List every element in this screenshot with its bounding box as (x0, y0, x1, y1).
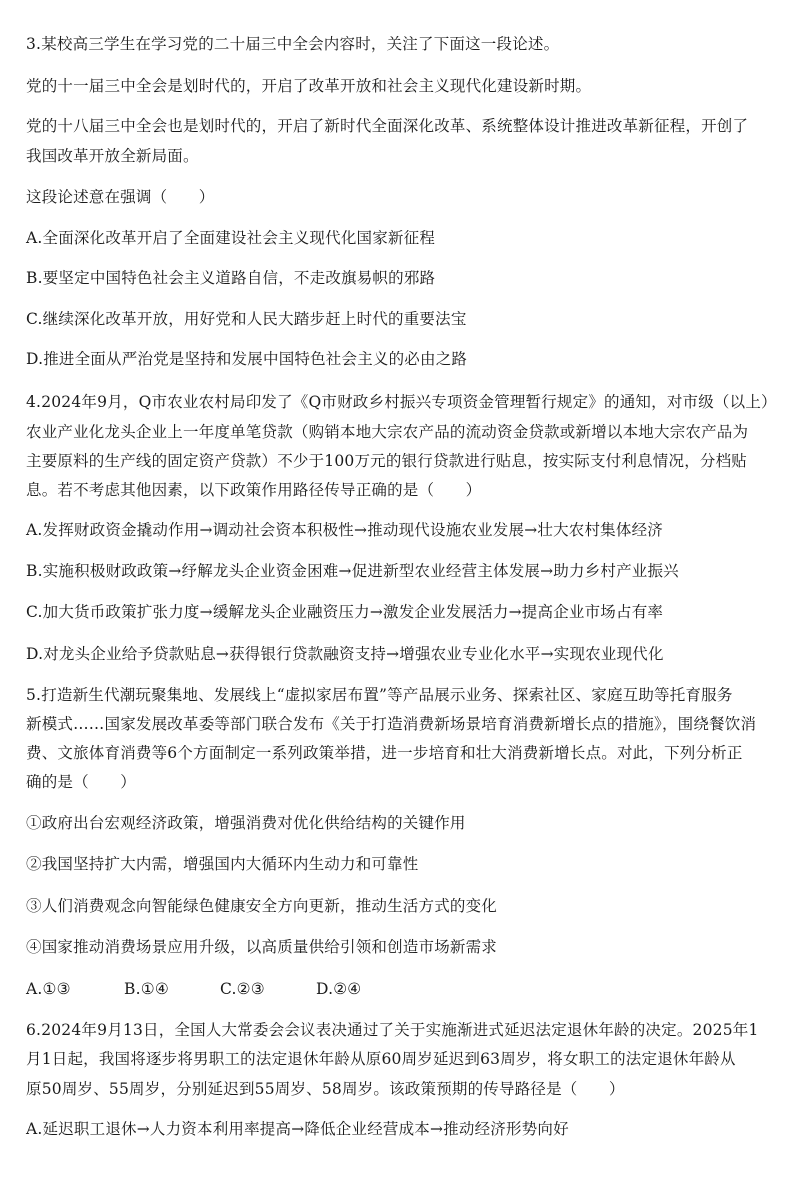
q3-quote-para2-line2: 我国改革开放全新局面。 (26, 147, 199, 165)
q4-option-d: D.对龙头企业给予贷款贴息→获得银行贷款融资支持→增强农业专业化水平→实现农业现代化 (26, 645, 664, 663)
q5-stem-line2: 新模式……国家发展改革委等部门联合发布《关于打造消费新场景培育消费新增长点的措施》，围绕餐饮消 (26, 715, 757, 733)
q4-stem-line1: 4.2024年9月，Q市农业农村局印发了《Q市财政乡村振兴专项资金管理暂行规定》的通知，对市级（以上） (26, 393, 777, 411)
q4-stem-line4: 息。若不考虑其他因素，以下政策作用路径传导正确的是（ ） (26, 481, 482, 499)
q6-stem-line2: 月1日起，我国将逐步将男职工的法定退休年龄从原60周岁延迟到63周岁，将女职工的法定退休年龄从 (26, 1050, 736, 1068)
q4-option-c: C.加大货币政策扩张力度→缓解龙头企业融资压力→激发企业发展活力→提高企业市场占有率 (26, 603, 664, 621)
q5-option-c: C.②③ (220, 980, 265, 998)
q4-stem-line2: 农业产业化龙头企业上一年度单笔贷款（购销本地大宗农产品的流动资金贷款或新增以本地大宗农产品为 (26, 423, 749, 441)
q4-stem-line3: 主要原料的生产线的固定资产贷款）不少于100万元的银行贷款进行贴息，按实际支付利息情况，分档贴 (26, 452, 747, 470)
q3-option-b: B.要坚定中国特色社会主义道路自信，不走改旗易帜的邪路 (26, 269, 436, 287)
q5-stem-line3: 费、文旅体育消费等6个方面制定一系列政策举措，进一步培育和壮大消费新增长点。对此，下列分析正 (26, 744, 743, 762)
q3-option-c: C.继续深化改革开放，用好党和人民大踏步赶上时代的重要法宝 (26, 310, 467, 328)
q5-option-b: B.①④ (124, 980, 169, 998)
q5-item-4: ④国家推动消费场景应用升级，以高质量供给引领和创造市场新需求 (26, 938, 498, 956)
q6-stem-line3: 原50周岁、55周岁，分别延迟到55周岁、58周岁。该政策预期的传导路径是（ ） (26, 1080, 625, 1098)
q3-question: 这段论述意在强调（ ） (26, 188, 215, 206)
q6-option-a: A.延迟职工退休→人力资本利用率提高→降低企业经营成本→推动经济形势向好 (26, 1120, 569, 1138)
q5-option-a: A.①③ (26, 980, 71, 998)
q3-quote-para2-line1: 党的十八届三中全会也是划时代的，开启了新时代全面深化改革、系统整体设计推进改革新征程，开创了 (26, 117, 749, 135)
q4-option-b: B.实施积极财政政策→纾解龙头企业资金困难→促进新型农业经营主体发展→助力乡村产业振兴 (26, 562, 679, 580)
q6-stem-line1: 6.2024年9月13日，全国人大常委会会议表决通过了关于实施渐进式延迟法定退休年龄的决定。2025年1 (26, 1021, 759, 1039)
q3-quote-para1: 党的十一届三中全会是划时代的，开启了改革开放和社会主义现代化建设新时期。 (26, 77, 592, 95)
q5-options-row (26, 979, 361, 999)
q5-item-2: ②我国坚持扩大内需，增强国内大循环内生动力和可靠性 (26, 855, 419, 873)
q4-option-a: A.发挥财政资金撬动作用→调动社会资本积极性→推动现代设施农业发展→壮大农村集体经济 (26, 521, 663, 539)
q3-option-d: D.推进全面从严治党是坚持和发展中国特色社会主义的必由之路 (26, 350, 468, 368)
q5-item-3: ③人们消费观念向智能绿色健康安全方向更新，推动生活方式的变化 (26, 897, 498, 915)
q3-stem: 3.某校高三学生在学习党的二十届三中全会内容时，关注了下面这一段论述。 (26, 35, 560, 53)
q5-stem-line1: 5.打造新生代潮玩聚集地、发展线上“虚拟家居布置”等产品展示业务、探索社区、家庭互助等托育服务 (26, 686, 733, 704)
q5-stem-line4: 确的是（ ） (26, 773, 136, 791)
q5-option-d: D.②④ (316, 980, 362, 998)
q3-option-a: A.全面深化改革开启了全面建设社会主义现代化国家新征程 (26, 229, 436, 247)
q5-item-1: ①政府出台宏观经济政策，增强消费对优化供给结构的关键作用 (26, 814, 466, 832)
